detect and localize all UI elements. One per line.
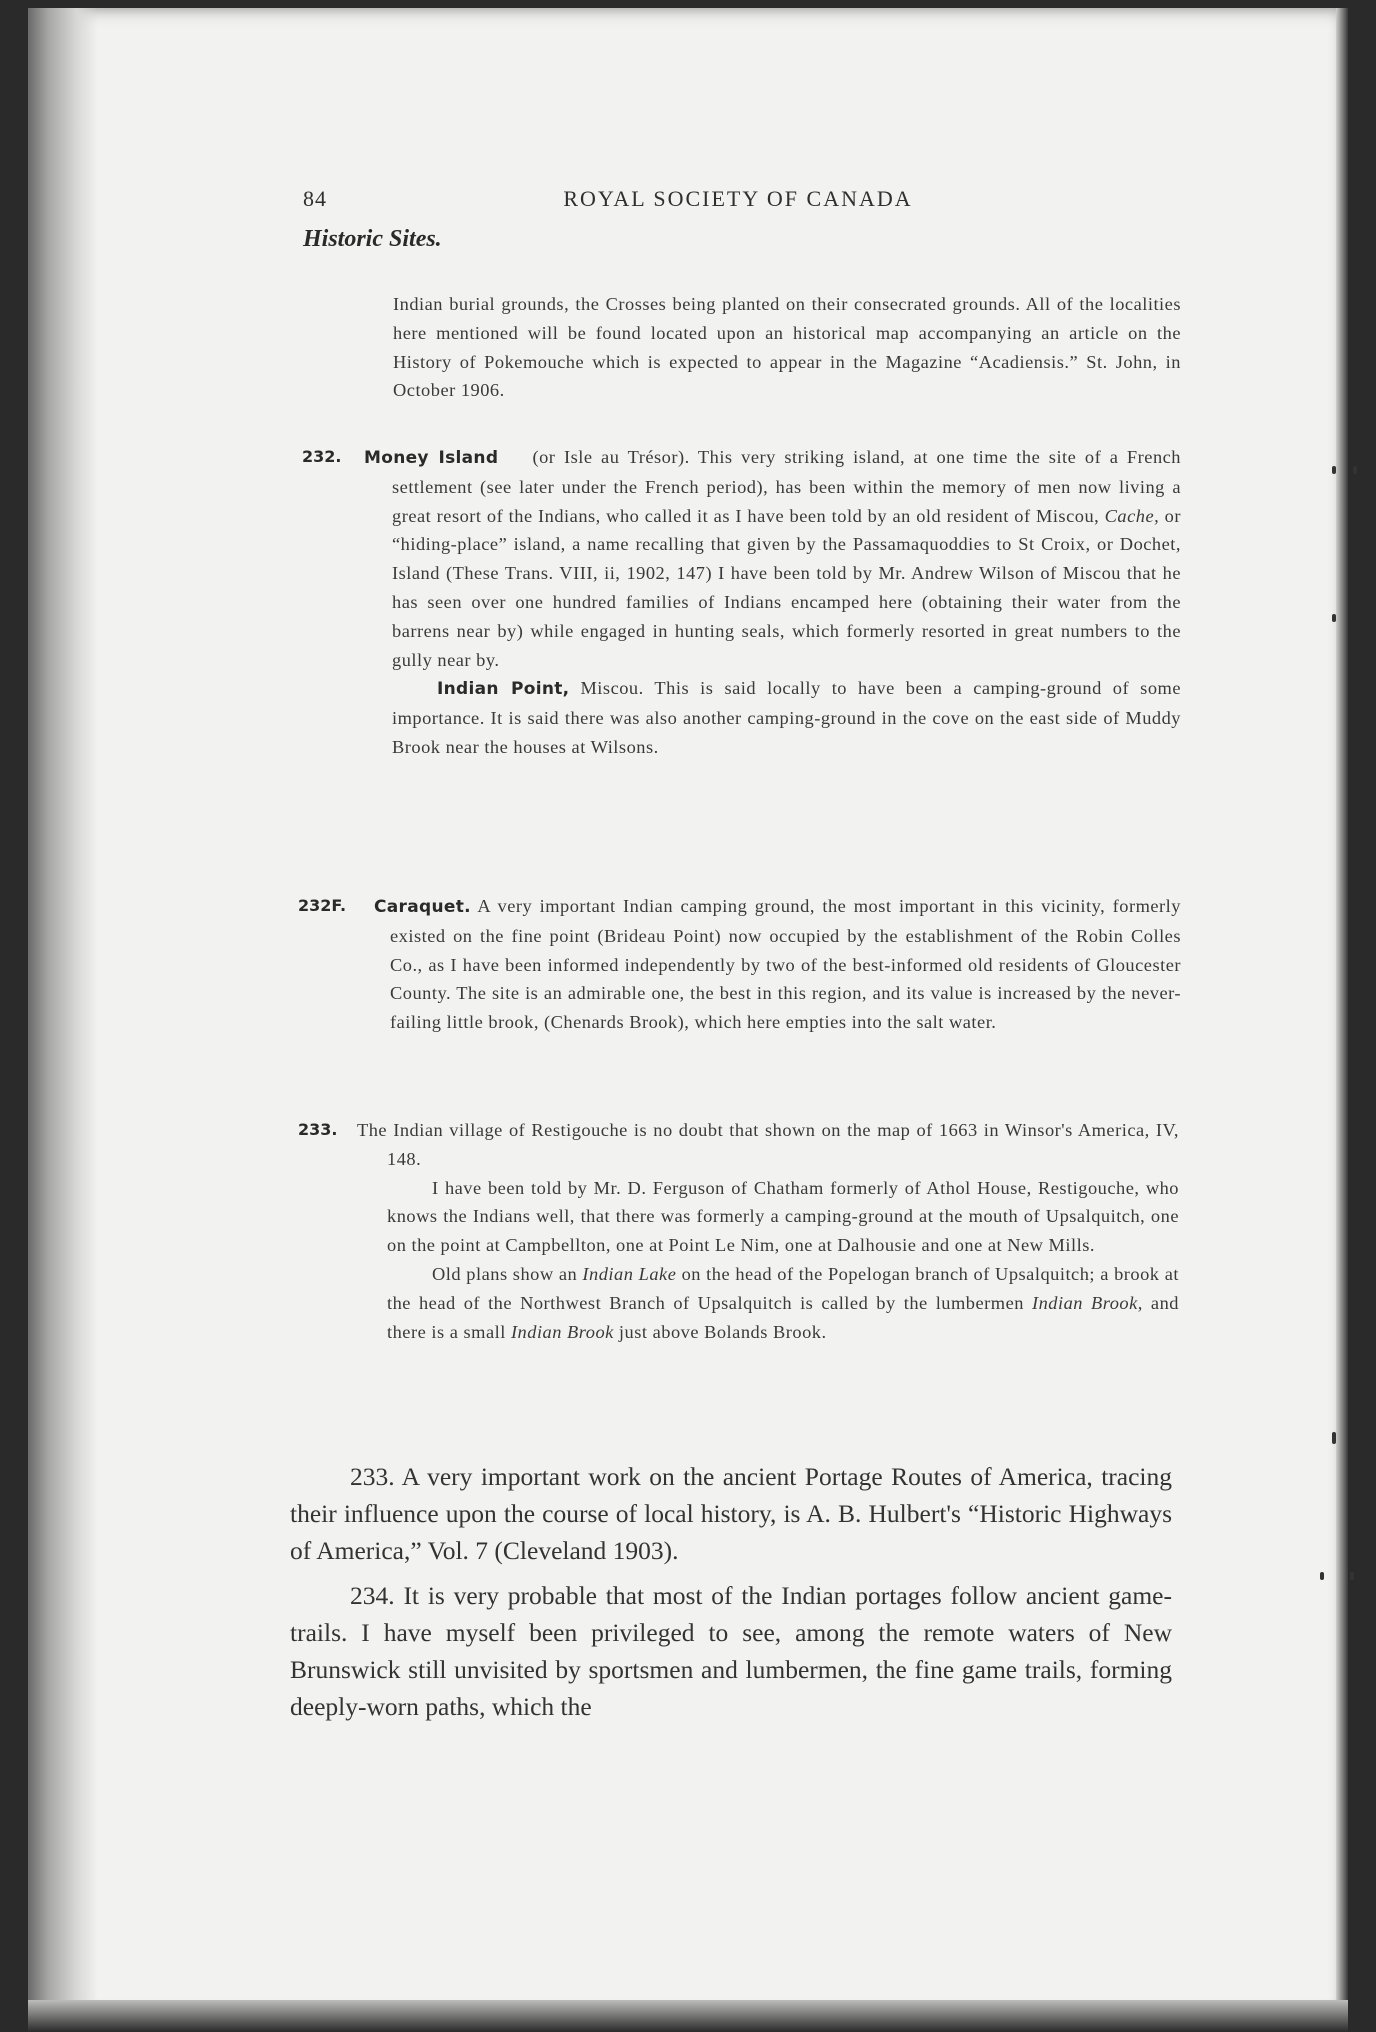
page-right-edge <box>1336 8 1348 2018</box>
entry-body: A very important Indian camping ground, the most important in this vicinity, formerly existed on the fine point (Brideau Point) now occupied by the establishment of the Robin Colles Co., as I have been informed independently by two of the best-informed old residents of Gloucester County. The site is an admirable one, the best in this region, and its value is increased by the never-failing little brook, (Chenards Brook), which here empties into the salt water. <box>390 896 1181 1033</box>
entry-text: just above Bolands Brook. <box>618 1321 827 1342</box>
entry-text: Old plans show an <box>432 1263 578 1284</box>
intro-text: Indian burial grounds, the Crosses being planted on their consecrated grounds. All of the localities here mentioned will be found located upon an historical map accompanying an article on the History of Pokemouche which is expected to appear in the Magazine “Acadiensis.” St. John, in October 1906. <box>393 294 1181 401</box>
body-text-large <box>290 1458 1172 1733</box>
page-number: 84 <box>303 186 327 211</box>
margin-mark <box>1332 466 1336 474</box>
sub-heading: Indian Point, <box>437 679 570 700</box>
entry-restigouche <box>357 1116 1179 1346</box>
margin-mark <box>1332 1432 1336 1444</box>
italic-term: Indian Lake <box>582 1263 677 1284</box>
entry-heading: Caraquet. <box>374 897 471 917</box>
page-bottom-edge <box>28 2000 1348 2032</box>
italic-term: Indian Brook, <box>1031 1292 1143 1313</box>
entry-paragraph: I have been told by Mr. D. Ferguson of Chatham formerly of Athol House, Restigouche, who knows the Indians well, that there was formerly a camping-ground at the mouth of Upsalquitch, one on the point at Campbellton, one at Point Le Nim, one at Dalhousie and one at New Mills. <box>387 1177 1179 1256</box>
entry-heading: Money Island <box>364 448 499 468</box>
margin-mark <box>1320 1572 1324 1580</box>
page-binding-shadow <box>28 8 98 2018</box>
entry-number: 232. <box>302 447 342 466</box>
entry-number: 232F. <box>298 896 347 915</box>
entry-money-island <box>364 443 1182 762</box>
entry-caraquet <box>374 892 1181 1037</box>
entry-number: 233. <box>298 1120 338 1139</box>
entry-body: or “hiding-place” island, a name recalling that given by the Passamaquoddies to St Croix, or Dochet, Island (These Trans. VIII, ii, 1902, 147) I have been told by Mr. Andrew Wilson of Miscou that he has seen over one hundred families of Indians encamped here (obtaining their water from the barrens near by) while engaged in hunting seals, which formerly resorted in great numbers to the gully near by. <box>392 505 1181 670</box>
margin-mark <box>1332 614 1336 622</box>
body-paragraph: 233. A very important work on the ancient Portage Routes of America, tracing their influence upon the course of local history, is A. B. Hulbert's “Historic Highways of America,” Vol. 7 (Cleveland 1903). <box>290 1462 1172 1565</box>
running-title: ROYAL SOCIETY OF CANADA <box>563 186 913 211</box>
entry-body: (or Isle au Trésor). This very striking island, at one time the site of a French settlement (see later under the French period), has been within the memory of men now living a great resort of the Indians, who called it as I have been told by an old resident of Miscou, <box>392 447 1182 526</box>
page-header <box>303 186 1173 216</box>
body-paragraph: 234. It is very probable that most of the Indian portages follow ancient game-trails. I have myself been privileged to see, among the remote waters of New Brunswick still unvisited by sportsmen and lumbermen, the fine game trails, forming deeply-worn paths, which the <box>290 1581 1172 1721</box>
section-title: Historic Sites. <box>303 226 442 252</box>
italic-term: Indian Brook <box>510 1321 614 1342</box>
entry-text: on the head of the Popelogan branch of Upsalquitch; a brook at the head of the Northwest Branch of Upsalquitch is called by the lumbermen <box>387 1263 1179 1313</box>
margin-mark <box>1350 1572 1354 1580</box>
sub-body: Miscou. This is said locally to have been a camping-ground of some importance. It is said there was also another camping-ground in the cove on the east side of Muddy Brook near the houses at Wilsons. <box>392 678 1181 757</box>
margin-mark <box>1353 466 1357 474</box>
intro-paragraph <box>393 290 1181 405</box>
italic-term: Cache, <box>1104 505 1160 526</box>
entry-text: and there is a small <box>387 1292 1179 1342</box>
entry-body: The Indian village of Restigouche is no doubt that shown on the map of 1663 in Winsor's America, IV, 148. <box>357 1120 1179 1169</box>
